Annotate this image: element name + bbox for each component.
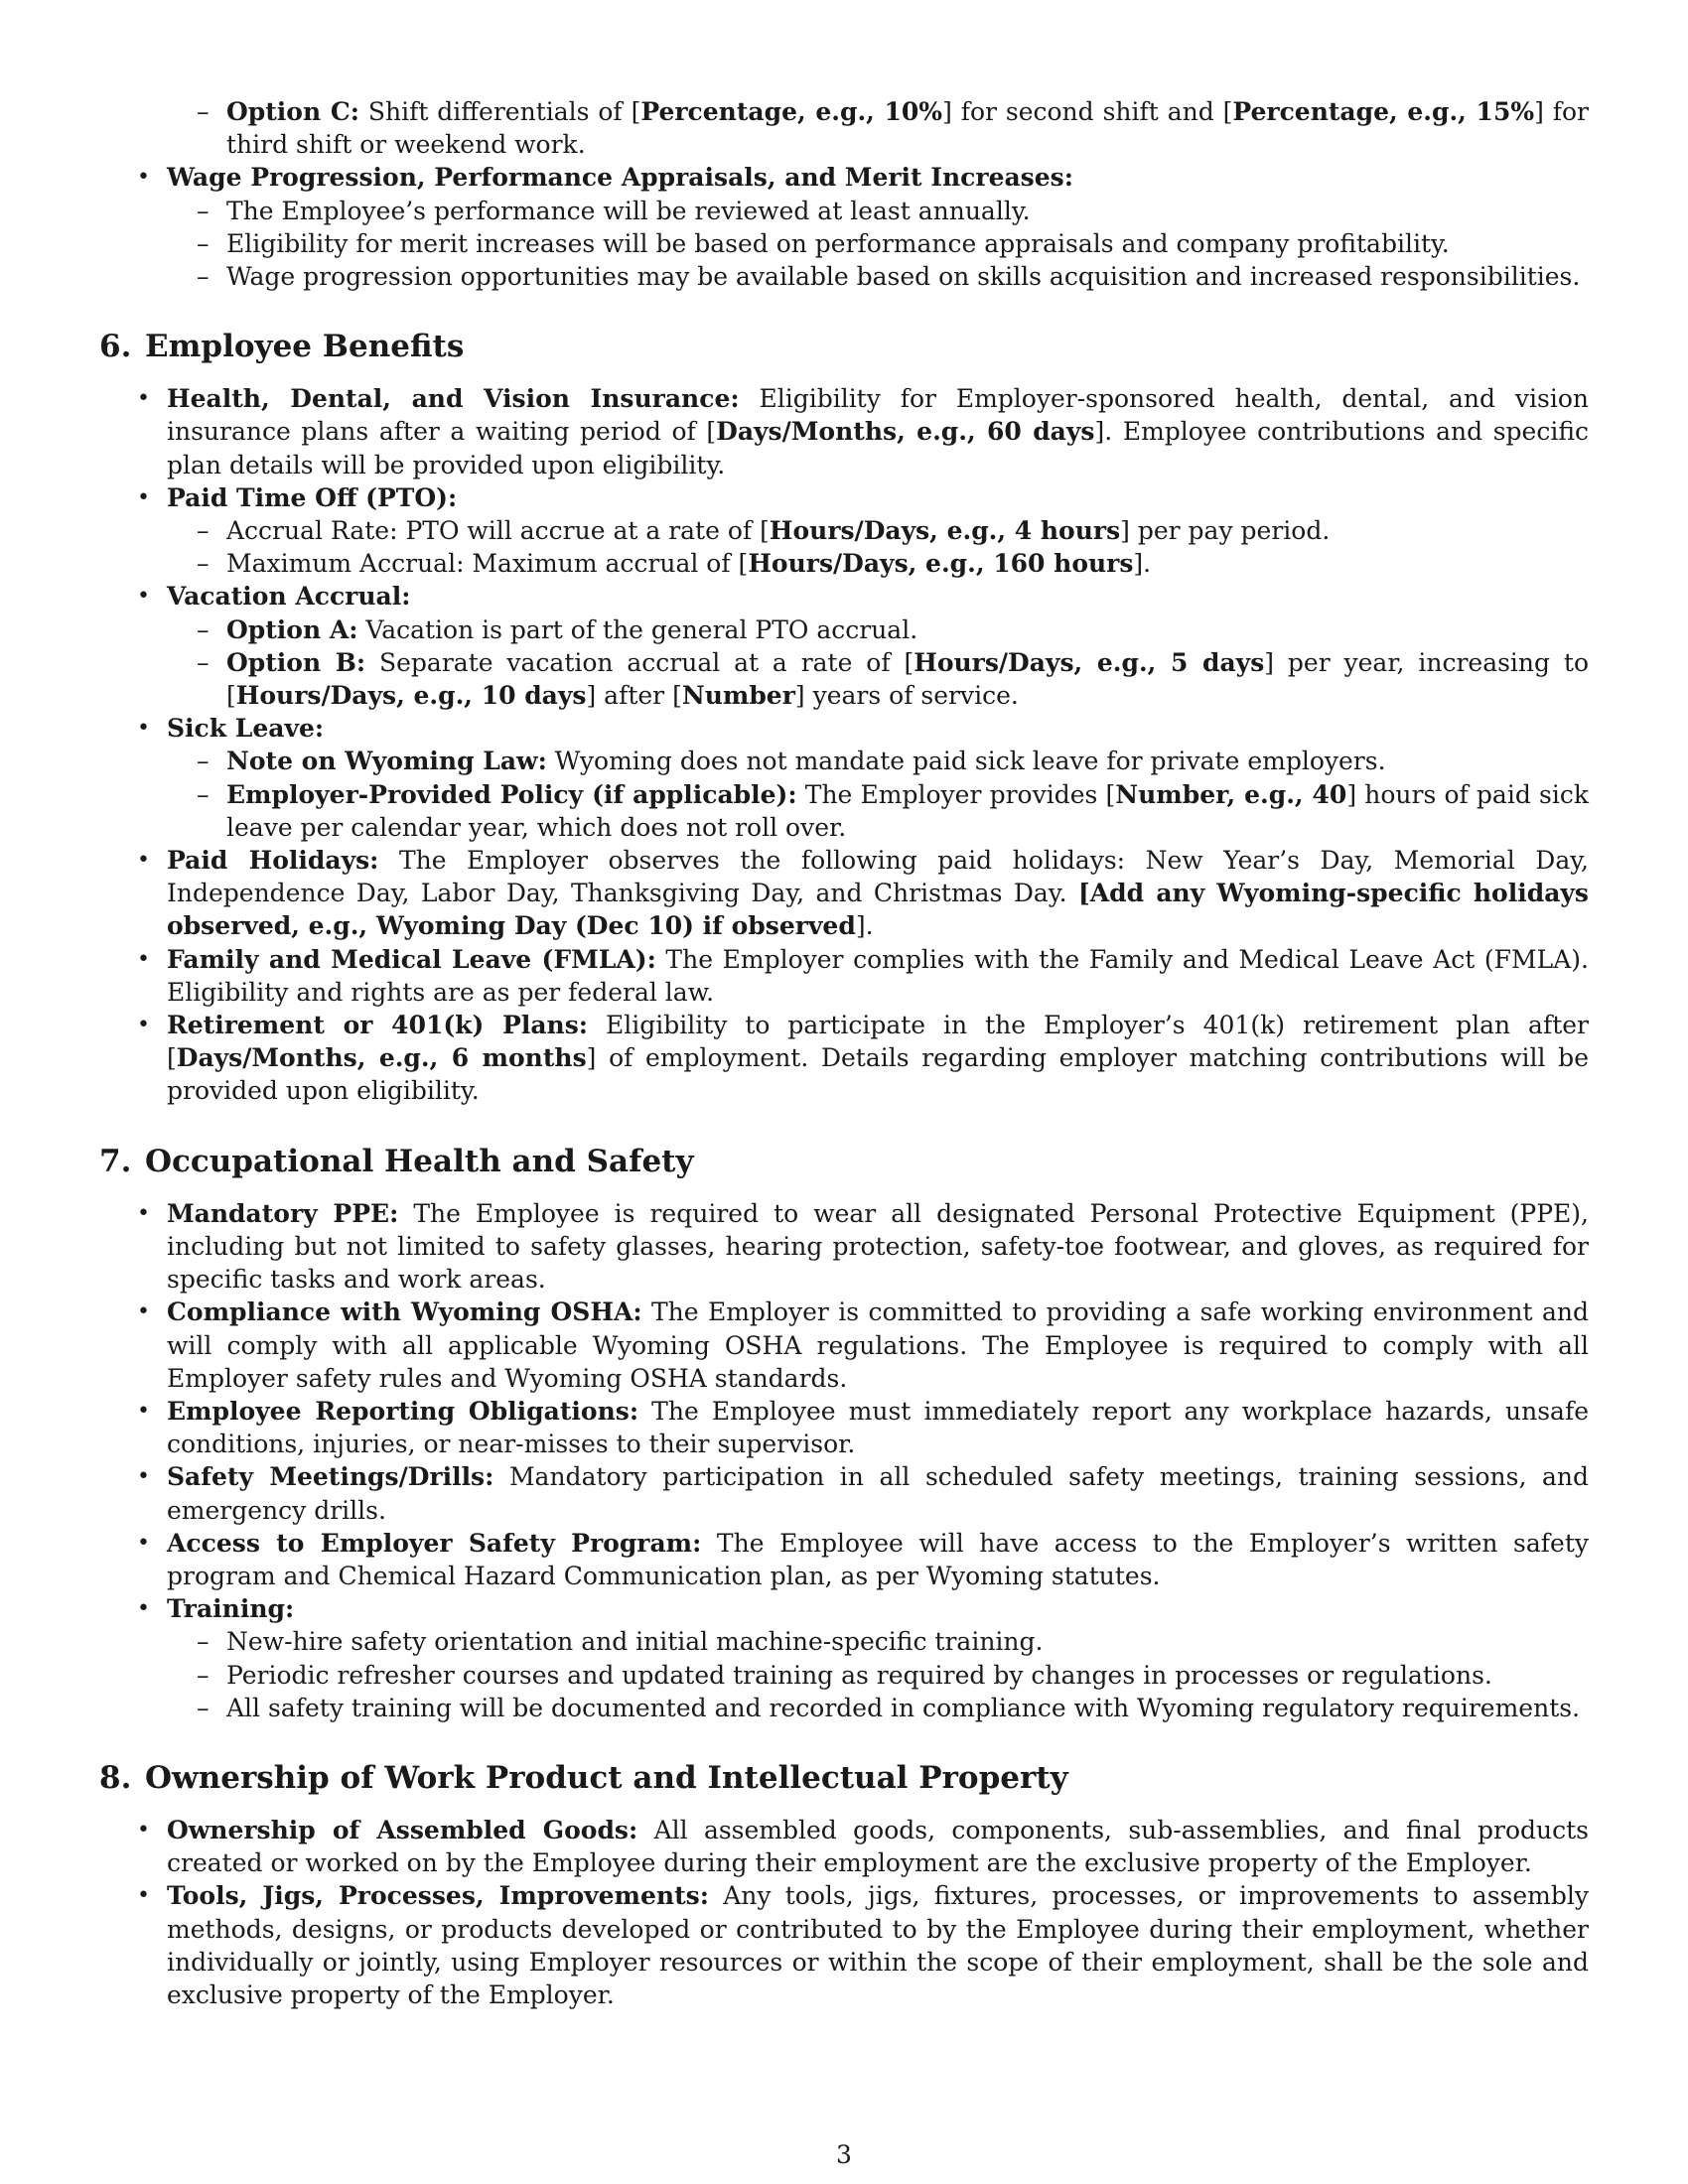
list-item: • Employee Reporting Obligations: The Employee must immediately report any workplace hazards, unsafe conditions, injuries, or near-misses to their supervisor. bbox=[137, 1396, 1589, 1459]
paid-holidays-item: • Paid Holidays: The Employer observes the following paid holidays: New Year’s Day, Memorial Day, Independence Day, Labor Day, Thanksgiving Day, and Christmas Day. [Add any Wyoming-specific holidays observed, e.g., Wyoming Day (Dec 10) if observed]. bbox=[137, 846, 1590, 941]
pto-subitem: – Maximum Accrual: Maximum accrual of [Hours/Days, e.g., 160 hours]. bbox=[197, 549, 1152, 579]
retirement-item: • Retirement or 401(k) Plans: Eligibility to participate in the Employer’s 401(k) retirement plan after [Days/Months, e.g., 6 months] of employment. Details regarding employer matching contributions will be provided upon eligibility. bbox=[137, 1011, 1589, 1106]
section-heading: 7. Occupational Health and Safety bbox=[99, 1143, 694, 1179]
list-item: • Ownership of Assembled Goods: All assembled goods, components, sub-assemblies, and final products created or worked on by the Employee during their employment are the exclusive property of the Employer. bbox=[137, 1815, 1589, 1878]
list-item: • Compliance with Wyoming OSHA: The Employer is committed to providing a safe working environment and will comply with all applicable Wyoming OSHA regulations. The Employee is required to comply with all Employer safety rules and Wyoming OSHA standards. bbox=[137, 1297, 1589, 1393]
list-item: • Safety Meetings/Drills: Mandatory participation in all scheduled safety meetings, training sessions, and emergency drills. bbox=[137, 1462, 1589, 1525]
sick-subitem: – Employer-Provided Policy (if applicable): The Employer provides [Number, e.g., 40] hours of paid sick leave per calendar year, which does not roll over. bbox=[197, 779, 1589, 842]
section-heading: 6. Employee Benefits bbox=[99, 329, 465, 365]
health-insurance-item: • Health, Dental, and Vision Insurance: Eligibility for Employer-sponsored health, dental, and vision insurance plans after a waiting period of [Days/Months, e.g., 60 days]. Employee contributions and specific plan details will be provided upon eligibility. bbox=[137, 384, 1589, 479]
sick-leave-item: • Sick Leave: – Note on Wyoming Law: Wyoming does not mandate paid sick leave for private employers. – Employer-Provided Policy (if applicable): The Employer provides [Number, e.g., 40] hours of paid sick leave per calendar year, which does not roll over. bbox=[167, 712, 1589, 844]
wage-subitem: – Wage progression opportunities may be available based on skills acquisition and increased responsibilities. bbox=[197, 262, 1581, 292]
wage-progression-item: • Wage Progression, Performance Appraisals, and Merit Increases: – The Employee’s performance will be reviewed at least annually. – Eligibility for merit increases will be based on performance appraisals and company profitability. – Wage progression opportunities may be available based on skills acquisition and increased responsibilities. bbox=[167, 161, 1589, 293]
training-subitem: – New-hire safety orientation and initial machine-specific training. bbox=[197, 1627, 1044, 1657]
training-subitem: – All safety training will be documented and recorded in compliance with Wyoming regulatory requirements. bbox=[197, 1693, 1581, 1722]
vacation-subitem: – Option A: Vacation is part of the general PTO accrual. bbox=[197, 614, 918, 644]
section-5-continuation bbox=[137, 95, 1590, 293]
wage-subitem: – Eligibility for merit increases will be based on performance appraisals and company profitability. bbox=[197, 228, 1450, 258]
section-7 bbox=[99, 1142, 1589, 1724]
training-subitem: – Periodic refresher courses and updated training as required by changes in processes or regulations. bbox=[197, 1660, 1492, 1690]
fmla-item: • Family and Medical Leave (FMLA): The Employer complies with the Family and Medical Leave Act (FMLA). Eligibility and rights are as per federal law. bbox=[137, 944, 1589, 1007]
section-6 bbox=[99, 327, 1590, 1107]
training-item: • Training: – New-hire safety orientation and initial machine-specific training. – Periodic refresher courses and updated training as required by changes in processes or regulations. – All safety training will be documented and recorded in compliance with Wyoming regulatory requirements. bbox=[167, 1592, 1589, 1724]
pto-item: • Paid Time Off (PTO): – Accrual Rate: PTO will accrue at a rate of [Hours/Days, e.g., 4 hours] per pay period. – Maximum Accrual: Maximum accrual of [Hours/Days, e.g., 160 hours]. bbox=[167, 481, 1589, 581]
list-item: • Tools, Jigs, Processes, Improvements: Any tools, jigs, fixtures, processes, or improvements to assembly methods, designs, or products developed or contributed to by the Employee during their employment, whether individually or jointly, using Employer resources or within the scope of their employment, shall be the sole and exclusive property of the Employer. bbox=[137, 1881, 1589, 2009]
list-item bbox=[167, 95, 1589, 161]
wage-subitem: – The Employee’s performance will be reviewed at least annually. bbox=[197, 196, 1031, 225]
section-8 bbox=[99, 1758, 1589, 2011]
section-heading: 8. Ownership of Work Product and Intellectual Property bbox=[99, 1759, 1068, 1796]
list-item: • Access to Employer Safety Program: The Employee will have access to the Employer’s written safety program and Chemical Hazard Communication plan, as per Wyoming statutes. bbox=[137, 1528, 1589, 1590]
vacation-item: • Vacation Accrual: – Option A: Vacation is part of the general PTO accrual. – Option B: Separate vacation accrual at a rate of [Hours/Days, e.g., 5 days] per year, increasing to [Hours/Days, e.g., 10 days] after [Number] years of service. bbox=[167, 580, 1589, 712]
option-c-item: – Option C: Shift differentials of [Percentage, e.g., 10%] for second shift and [Percentage, e.g., 15%] for third shift or weekend work. bbox=[197, 97, 1590, 160]
sick-subitem: – Note on Wyoming Law: Wyoming does not mandate paid sick leave for private employers. bbox=[197, 747, 1386, 776]
page-number: 3 bbox=[836, 2140, 852, 2169]
document-page bbox=[99, 95, 1590, 2011]
vacation-subitem: – Option B: Separate vacation accrual at a rate of [Hours/Days, e.g., 5 days] per year, increasing to [Hours/Days, e.g., 10 days] after [Number] years of service. bbox=[197, 647, 1589, 711]
list-item: • Mandatory PPE: The Employee is required to wear all designated Personal Protective Equipment (PPE), including but not limited to safety glasses, hearing protection, safety-toe footwear, and gloves, as required for specific tasks and work areas. bbox=[137, 1198, 1589, 1295]
pto-subitem: – Accrual Rate: PTO will accrue at a rate of [Hours/Days, e.g., 4 hours] per pay period. bbox=[197, 516, 1331, 546]
